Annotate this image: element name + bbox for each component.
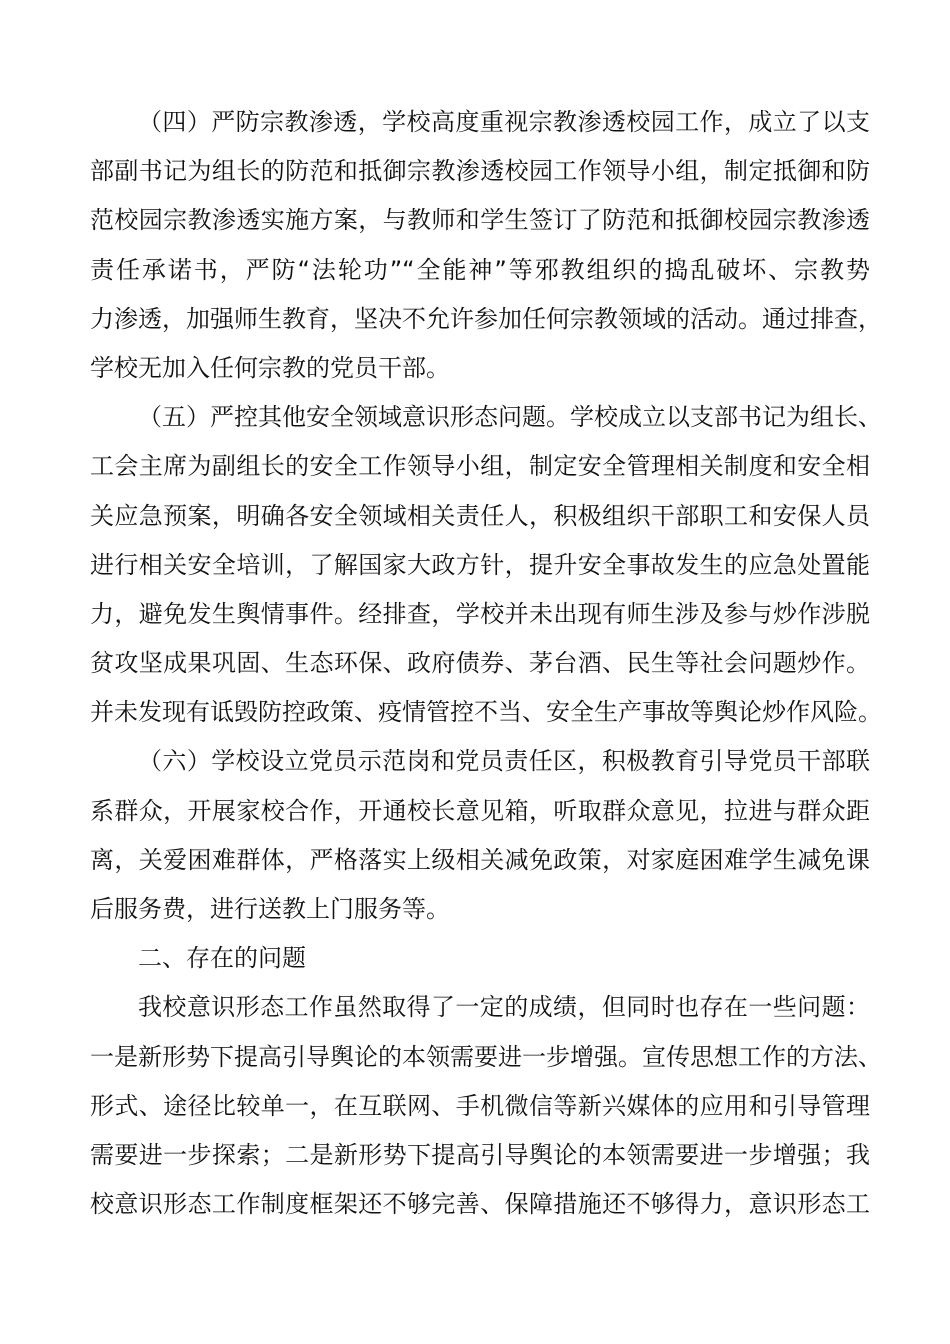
text-line: 学校无加入任何宗教的党员干部。 xyxy=(90,353,450,382)
text-line: 并未发现有诋毁防控政策、疫情管控不当、安全生产事故等舆论炒作风险。 xyxy=(90,698,882,727)
section-heading xyxy=(90,934,870,983)
text-line: （五）严控其他安全领域意识形态问题。学校成立以支部书记为组长、 xyxy=(138,403,882,432)
text-line: 一是新形势下提高引导舆论的本领需要进一步增强。宣传思想工作的方法、 xyxy=(90,1042,882,1071)
text-line: 校意识形态工作制度框架还不够完善、保障措施还不够得力，意识形态工 xyxy=(90,1190,870,1219)
text-line: 进行相关安全培训，了解国家大政方针，提升安全事故发生的应急处置能 xyxy=(90,550,870,579)
document-body xyxy=(90,98,882,1229)
text-line: 范校园宗教渗透实施方案，与教师和学生签订了防范和抵御校园宗教渗透 xyxy=(90,206,870,235)
text-line: 系群众，开展家校合作，开通校长意见箱，听取群众意见，拉进与群众距 xyxy=(90,796,870,825)
text-line: 责任承诺书，严防“法轮功”“全能神”等邪教组织的捣乱破坏、宗教势 xyxy=(90,255,870,284)
text-line: 需要进一步探索；二是新形势下提高引导舆论的本领需要进一步增强；我 xyxy=(90,1140,870,1169)
paragraph-issues xyxy=(90,983,882,1229)
paragraph-4 xyxy=(90,98,882,393)
text-line: 关应急预案，明确各安全领域相关责任人，积极组织干部职工和安保人员 xyxy=(90,501,870,530)
text-line: 后服务费，进行送教上门服务等。 xyxy=(90,895,450,923)
text-line: 工会主席为副组长的安全工作领导小组，制定安全管理相关制度和安全相 xyxy=(90,452,870,481)
text-line: （六）学校设立党员示范岗和党员责任区，积极教育引导党员干部联 xyxy=(138,747,870,776)
paragraph-6 xyxy=(90,737,870,934)
text-line: 力，避免发生舆情事件。经排查，学校并未出现有师生涉及参与炒作涉脱 xyxy=(90,599,870,628)
text-line: （四）严防宗教渗透，学校高度重视宗教渗透校园工作，成立了以支 xyxy=(138,108,870,136)
text-line: 力渗透，加强师生教育，坚决不允许参加任何宗教领域的活动。通过排查， xyxy=(90,304,882,333)
text-line: 贫攻坚成果巩固、生态环保、政府债券、茅台酒、民生等社会问题炒作。 xyxy=(90,649,870,678)
text-line: 离，关爱困难群体，严格落实上级相关减免政策，对家庭困难学生减免课 xyxy=(90,845,870,874)
text-line: 形式、途径比较单一，在互联网、手机微信等新兴媒体的应用和引导管理 xyxy=(90,1091,870,1120)
heading-text: 二、存在的问题 xyxy=(138,944,306,973)
paragraph-5 xyxy=(90,393,882,737)
text-line: 部副书记为组长的防范和抵御宗教渗透校园工作领导小组，制定抵御和防 xyxy=(90,157,870,186)
text-line: 我校意识形态工作虽然取得了一定的成绩，但同时也存在一些问题： xyxy=(138,993,870,1022)
